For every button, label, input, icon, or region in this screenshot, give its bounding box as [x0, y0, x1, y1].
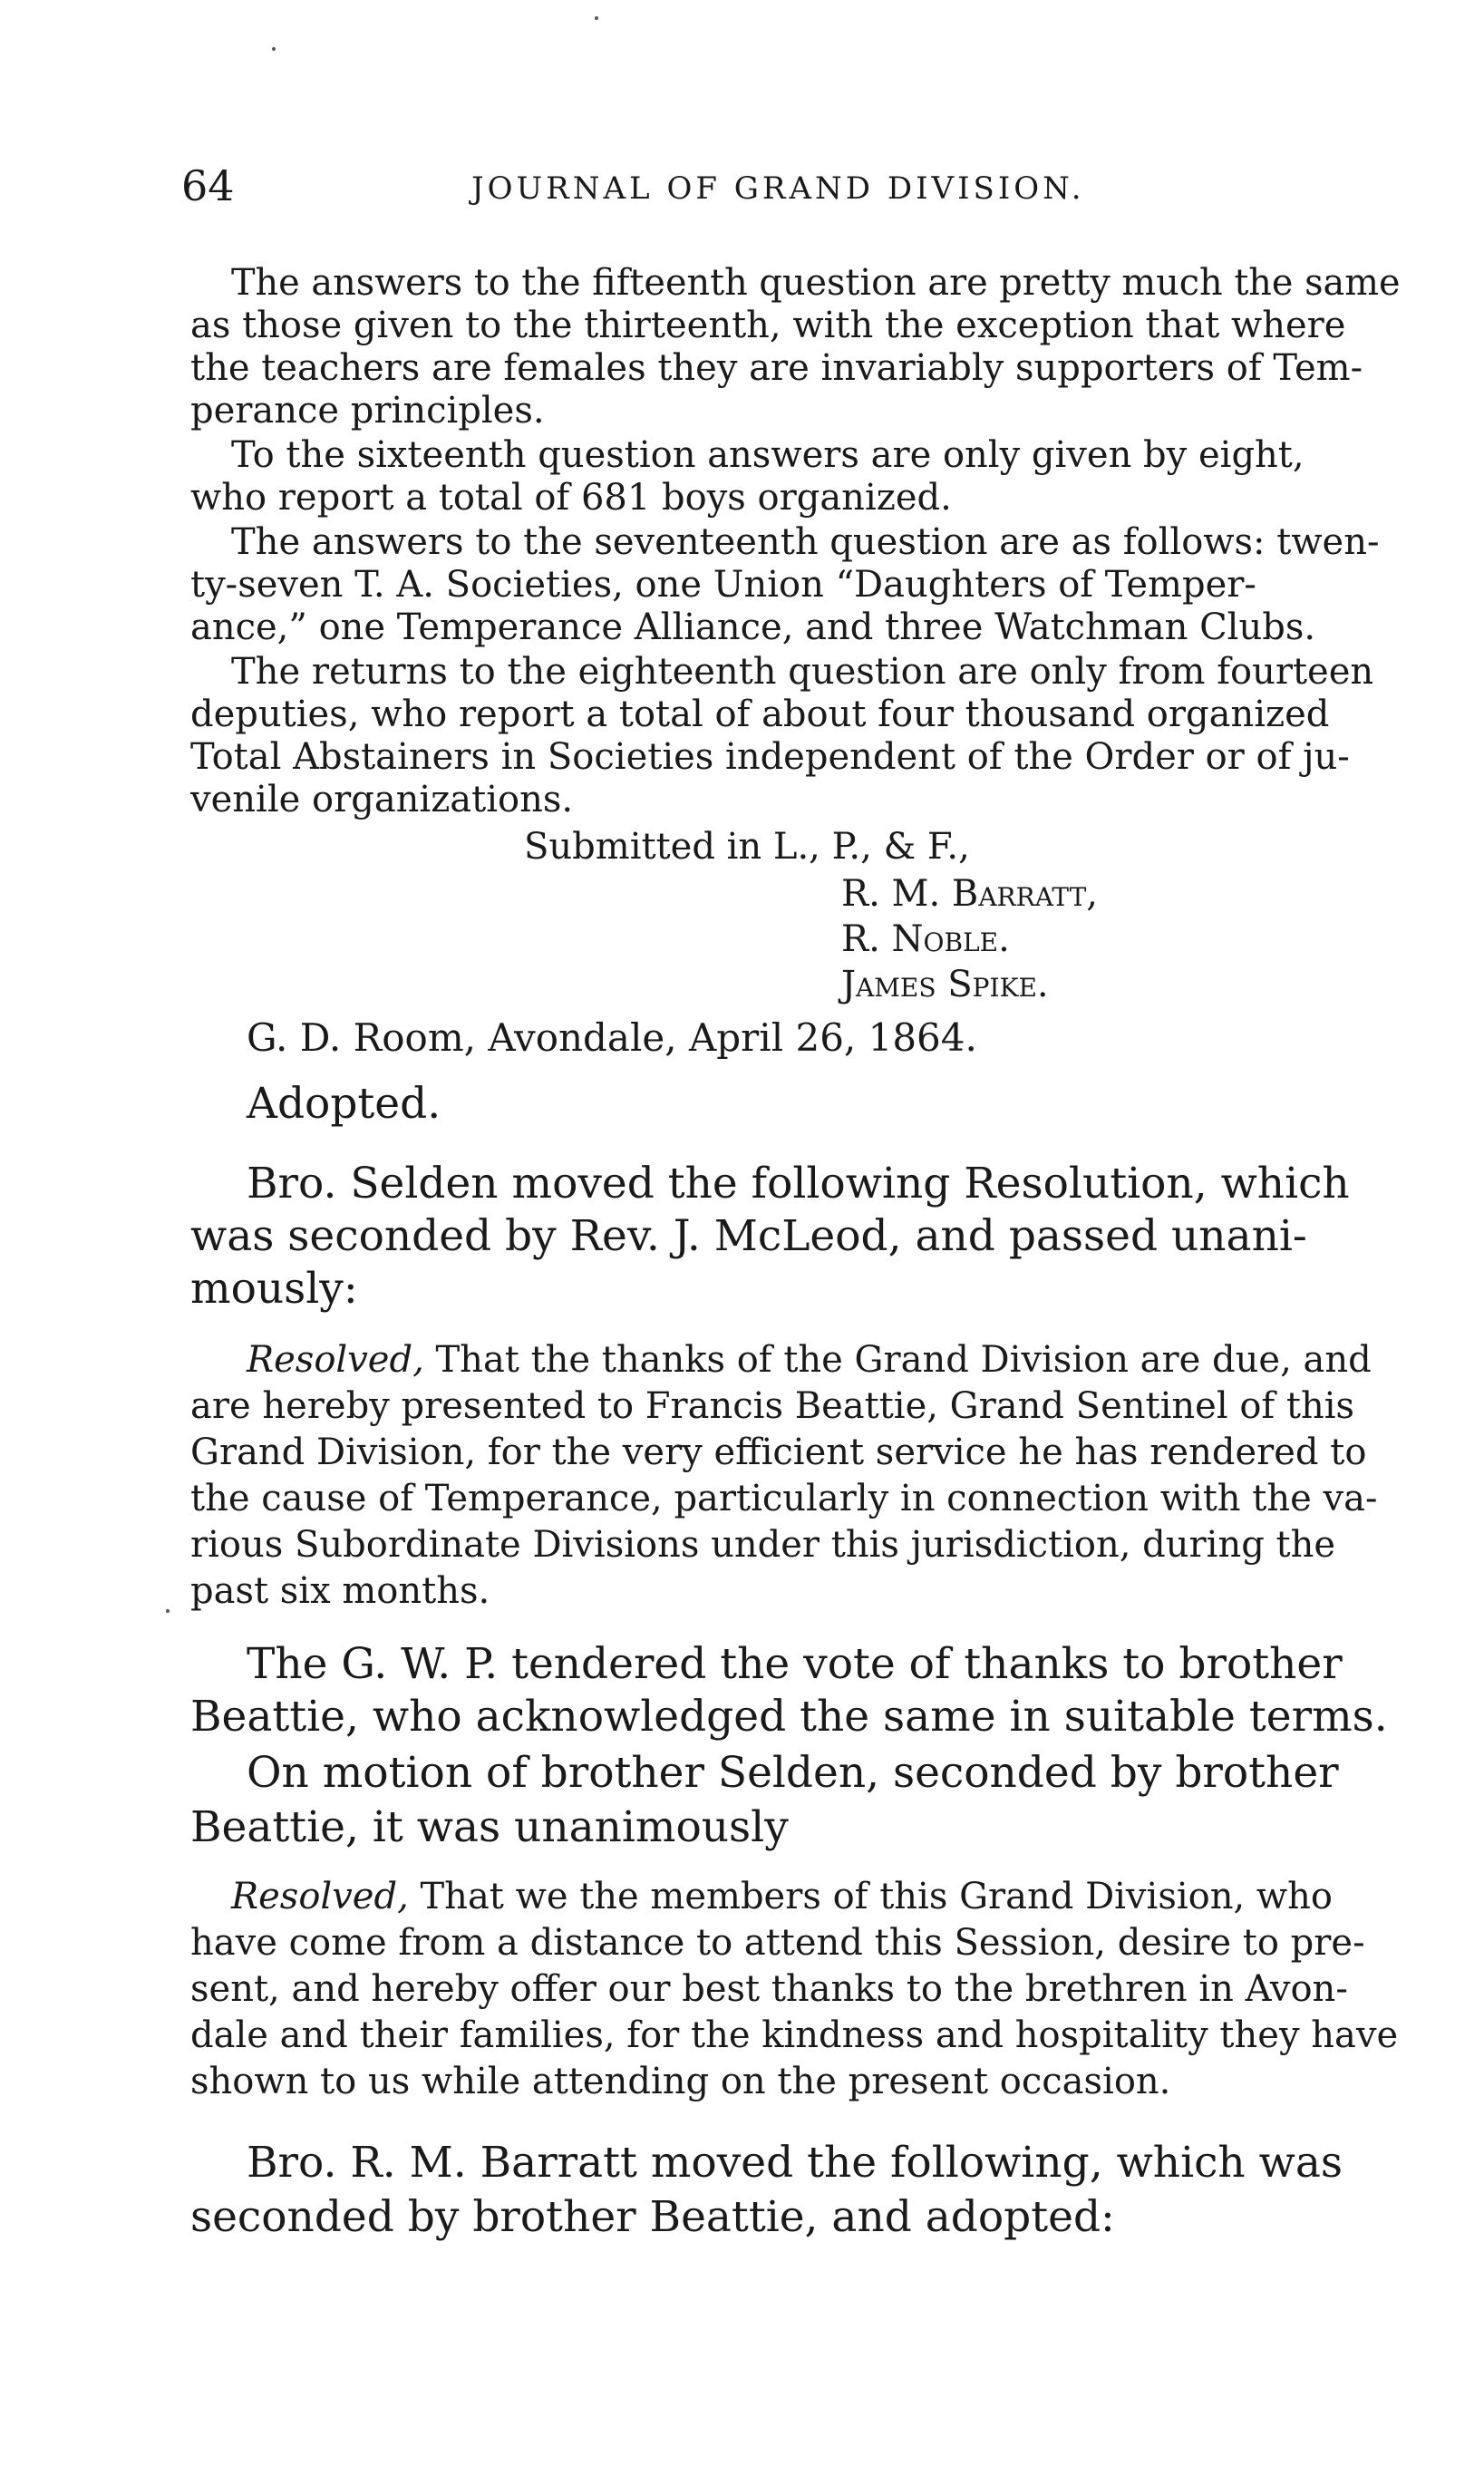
body-line: Beattie, who acknowledged the same in suitable terms. — [190, 1692, 1388, 1742]
resolution-text: That the thanks of the Grand Division are due, and — [423, 1339, 1372, 1381]
body-line: deputies, who report a total of about four thousand organized — [190, 694, 1330, 735]
page-header — [181, 161, 1396, 225]
body-line: ance,” one Temperance Alliance, and three Watchman Clubs. — [190, 607, 1316, 648]
body-line: mously: — [190, 1264, 358, 1314]
speck-mark — [595, 16, 598, 20]
resolution-line: dale and their families, for the kindness and hospitality they have — [190, 2014, 1399, 2056]
body-line: as those given to the thirteenth, with the exception that where — [190, 305, 1346, 346]
resolution-line: Grand Division, for the very efficient service he has rendered to — [190, 1432, 1367, 1473]
body-line: Total Abstainers in Societies independent of the Order or of ju- — [190, 736, 1350, 778]
body-line: The answers to the seventeenth question are as follows: twen- — [231, 521, 1380, 563]
resolved-label: Resolved, — [247, 1339, 424, 1381]
resolution-line: have come from a distance to attend this Session, desire to pre- — [190, 1922, 1365, 1964]
margin-speck-mark — [166, 1609, 170, 1613]
resolution-line — [247, 1339, 1372, 1381]
resolution-line: rious Subordinate Divisions under this jurisdiction, during the — [190, 1524, 1336, 1566]
signatory-name: R. M. Barratt, — [841, 873, 1098, 915]
adopted-line: Adopted. — [247, 1079, 441, 1129]
body-line: venile organizations. — [190, 779, 574, 820]
body-line: ty-seven T. A. Societies, one Union “Daughters of Temper- — [190, 564, 1256, 606]
speck-mark — [272, 47, 276, 51]
body-line: the teachers are females they are invariably supporters of Tem- — [190, 347, 1363, 389]
signatory-name: James Spike. — [841, 964, 1049, 1005]
resolved-label: Resolved, — [231, 1876, 409, 1917]
resolution-line: past six months. — [190, 1570, 490, 1612]
body-line: On motion of brother Selden, seconded by brother — [247, 1748, 1339, 1798]
place-date-line: G. D. Room, Avondale, April 26, 1864. — [247, 1015, 977, 1060]
resolution-line: shown to us while attending on the present occasion. — [190, 2061, 1171, 2102]
running-title: JOURNAL OF GRAND DIVISION. — [471, 170, 1085, 207]
resolution-text: That we the members of this Grand Division, who — [408, 1876, 1333, 1917]
page-number: 64 — [181, 161, 235, 210]
body-line: The returns to the eighteenth question are only from fourteen — [231, 651, 1374, 693]
body-line: perance principles. — [190, 390, 545, 432]
body-line: To the sixteenth question answers are only given by eight, — [231, 434, 1305, 476]
body-line: who report a total of 681 boys organized. — [190, 477, 952, 519]
resolution-line: are hereby presented to Francis Beattie, Grand Sentinel of this — [190, 1385, 1355, 1427]
body-line: Beattie, it was unanimously — [190, 1802, 789, 1852]
signatory-name: R. Noble. — [841, 918, 1010, 960]
body-line: was seconded by Rev. J. McLeod, and passed unani- — [190, 1211, 1307, 1261]
resolution-line: sent, and hereby offer our best thanks to the brethren in Avon- — [190, 1968, 1348, 2010]
body-line: The G. W. P. tendered the vote of thanks to brother — [247, 1639, 1343, 1689]
submitted-line: Submitted in L., P., & F., — [524, 826, 970, 868]
body-line: Bro. R. M. Barratt moved the following, which was — [247, 2138, 1343, 2188]
resolution-line — [231, 1878, 1333, 1915]
resolution-line: the cause of Temperance, particularly in connection with the va- — [190, 1478, 1378, 1519]
body-line: seconded by brother Beattie, and adopted: — [190, 2192, 1115, 2242]
body-line: The answers to the fifteenth question are pretty much the same — [231, 262, 1401, 304]
body-line: Bro. Selden moved the following Resolution, which — [247, 1159, 1350, 1208]
